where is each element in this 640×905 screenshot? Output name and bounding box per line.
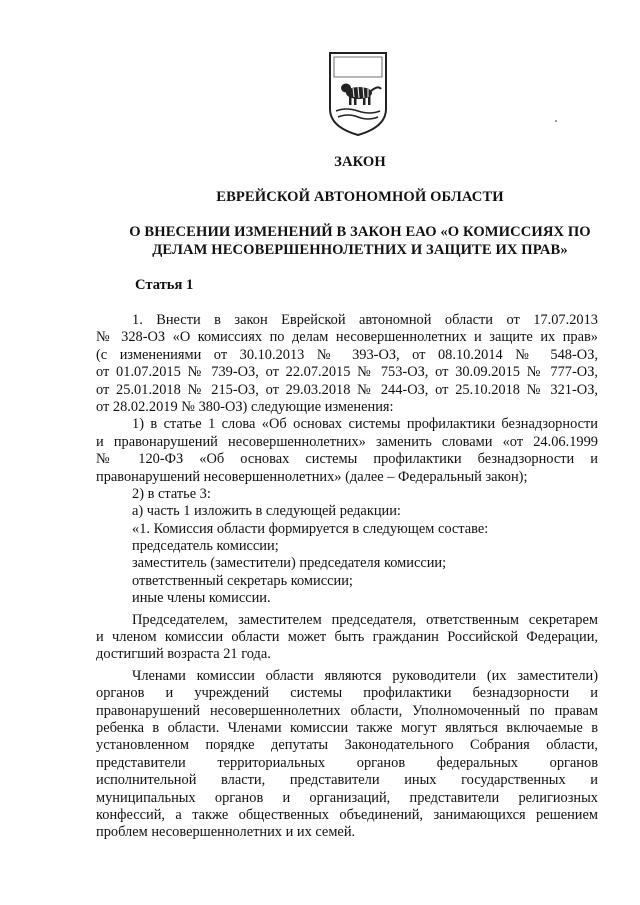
body-line: от 01.07.2015 № 739-ОЗ, от 22.07.2015 № 753-ОЗ, от 30.09.2015 № 777-ОЗ, — [96, 364, 598, 381]
body-line: от 25.01.2018 № 215-ОЗ, от 29.03.2018 № 244-ОЗ, от 25.10.2018 № 321-ОЗ, — [96, 381, 598, 398]
scan-speck — [555, 120, 557, 122]
law-title-line-2: ДЕЛАМ НЕСОВЕРШЕННОЛЕТНИХ И ЗАЩИТЕ ИХ ПРАВ» — [152, 242, 568, 258]
body-line: ответственный секретарь комиссии; — [132, 572, 353, 589]
body-line: 1) в статье 1 слова «Об основах системы профилактики безнадзорности — [132, 416, 598, 433]
article-body — [96, 312, 598, 842]
body-line: от 28.02.2019 № 380-ОЗ) следующие изменения: — [96, 398, 394, 415]
body-line: Членами комиссии области являются руководители (их заместители) — [132, 667, 598, 684]
article-heading: Статья 1 — [135, 277, 194, 293]
body-line: установленном порядке депутаты Законодательного Собрания области, — [96, 737, 598, 754]
region-title: ЕВРЕЙСКОЙ АВТОНОМНОЙ ОБЛАСТИ — [216, 189, 504, 205]
body-line: представители территориальных органов федеральных органов — [96, 754, 598, 771]
body-line: проблем несовершеннолетних и их семей. — [96, 824, 356, 841]
body-line: (с изменениями от 30.10.2013 № 393-ОЗ, от 08.10.2014 № 548-ОЗ, — [96, 346, 598, 363]
body-line: достигший возраста 21 года. — [96, 646, 271, 663]
law-label: ЗАКОН — [334, 154, 386, 170]
law-title-line-1: О ВНЕСЕНИИ ИЗМЕНЕНИЙ В ЗАКОН ЕАО «О КОМИССИЯХ ПО — [129, 224, 591, 240]
body-line: «1. Комиссия области формируется в следующем составе: — [132, 520, 489, 537]
body-line: заместитель (заместители) председателя комиссии; — [132, 555, 447, 572]
body-line: № 328-ОЗ «О комиссиях по делам несовершеннолетних и защите их прав» — [96, 329, 598, 346]
body-line: 2) в статье 3: — [132, 485, 211, 502]
body-line: ребенка в области. Членами комиссии также могут являться включаемые в — [96, 719, 598, 736]
body-line: конфессий, а также общественных объединений, занимающихся решением — [96, 806, 598, 823]
body-line: исполнительной власти, представители иных государственных и — [96, 772, 598, 789]
body-line: и членом комиссии области может быть гражданин Российской Федерации, — [96, 629, 598, 646]
body-line: а) часть 1 изложить в следующей редакции: — [132, 503, 401, 520]
body-line: иные члены комиссии. — [132, 590, 271, 607]
body-line: и правонарушений несовершеннолетних» заменить словами «от 24.06.1999 — [96, 433, 598, 450]
body-line: 1. Внести в закон Еврейской автономной области от 17.07.2013 — [132, 312, 598, 328]
body-line: председатель комиссии; — [132, 538, 279, 555]
body-line: органов и учреждений системы профилактики безнадзорности и — [96, 685, 598, 702]
coat-of-arms-emblem — [326, 47, 390, 137]
body-line: Председателем, заместителем председателя, ответственным секретарем — [132, 611, 598, 628]
body-line: правонарушений несовершеннолетних области, Уполномоченный по правам — [96, 702, 598, 719]
body-line: правонарушений несовершеннолетних» (далее – Федеральный закон); — [96, 468, 528, 485]
body-line: № 120-ФЗ «Об основах системы профилактики безнадзорности и — [96, 451, 598, 468]
body-line: муниципальных органов и организаций, представители религиозных — [96, 789, 598, 806]
